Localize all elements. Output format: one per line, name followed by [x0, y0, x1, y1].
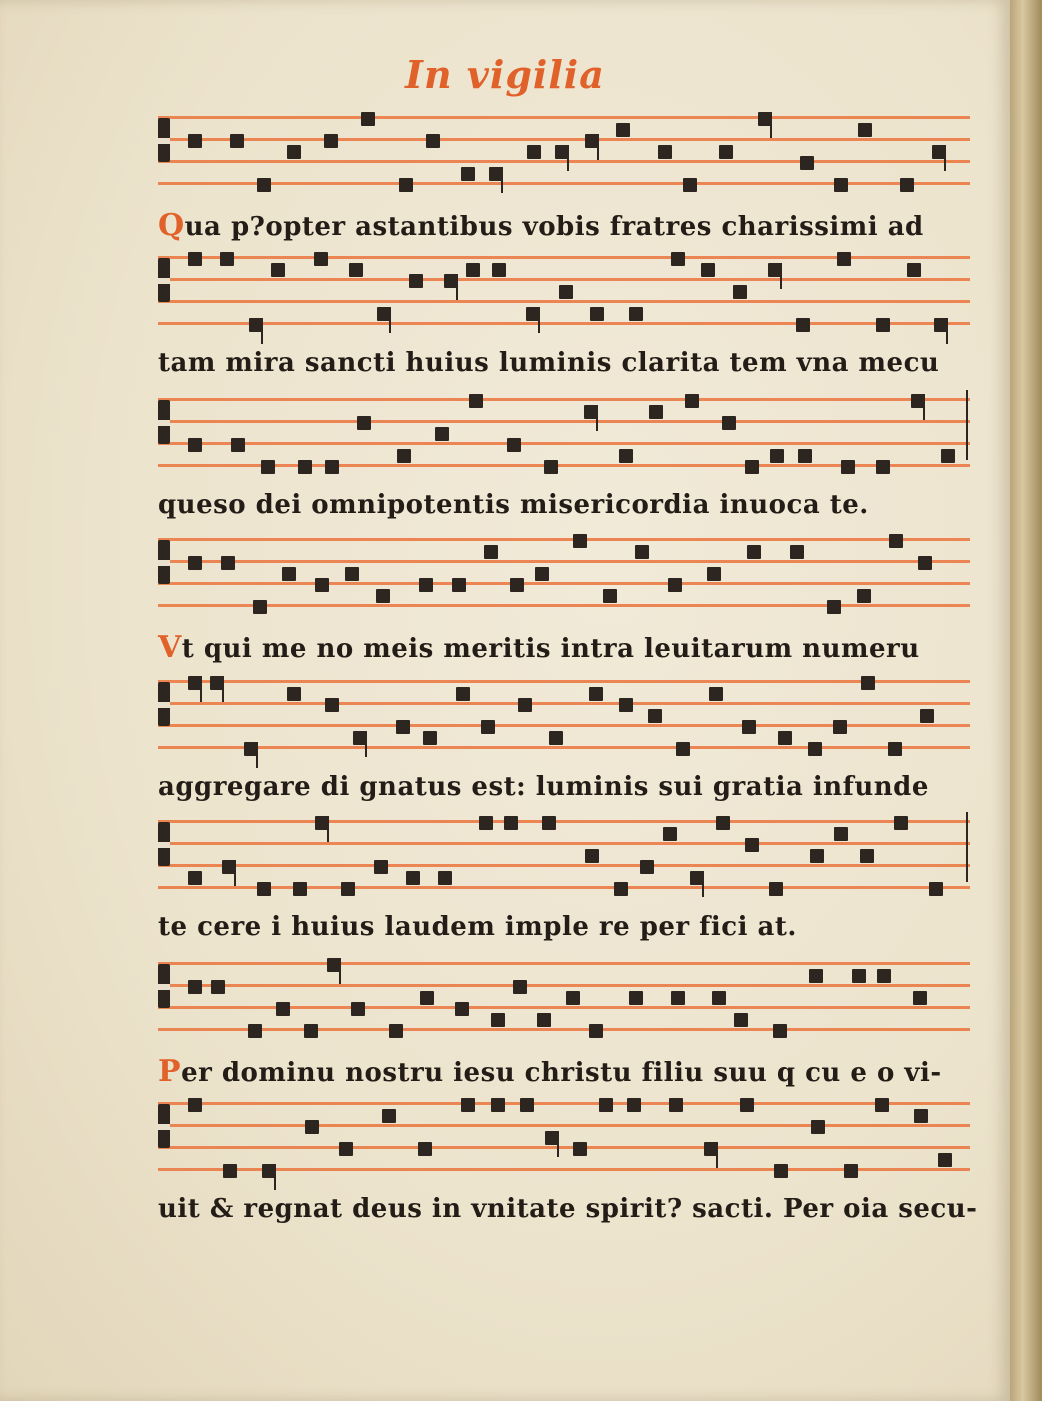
staff-line: [158, 560, 970, 563]
neume-note: [648, 709, 662, 723]
note-stem: [770, 112, 772, 138]
neume-note: [875, 1098, 889, 1112]
red-initial: V: [158, 630, 182, 665]
lyric-text: t qui me no meis meritis intra leuitarum numeru: [181, 634, 920, 664]
neume-note: [676, 742, 690, 756]
neume-note: [747, 545, 761, 559]
neume-note: [798, 449, 812, 463]
neume-note: [211, 980, 225, 994]
staff-line: [158, 886, 970, 889]
lyric-text: uit & regnat deus in vnitate spirit? sacti. Per oia secu-: [158, 1194, 978, 1224]
neume-note: [188, 438, 202, 452]
neume-note: [640, 860, 654, 874]
neume-note: [742, 720, 756, 734]
staff: [158, 248, 970, 340]
neume-note: [707, 567, 721, 581]
neume-note: [287, 145, 301, 159]
red-initial: P: [158, 1054, 182, 1089]
neume-note: [324, 134, 338, 148]
staff-line: [158, 724, 970, 727]
lyric-line: [158, 490, 978, 530]
neume-note: [857, 589, 871, 603]
neume-note: [701, 263, 715, 277]
clef-mark: [158, 118, 170, 162]
note-stem: [538, 307, 540, 333]
neume-note: [220, 252, 234, 266]
neume-note: [481, 720, 495, 734]
neume-note: [585, 849, 599, 863]
neume-note: [876, 318, 890, 332]
note-stem: [557, 1131, 559, 1157]
note-stem: [567, 145, 569, 171]
neume-note: [287, 687, 301, 701]
neume-note: [844, 1164, 858, 1178]
note-stem: [274, 1164, 276, 1190]
staff-line: [158, 160, 970, 163]
neume-note: [877, 969, 891, 983]
neume-note: [833, 720, 847, 734]
neume-note: [827, 600, 841, 614]
neume-note: [537, 1013, 551, 1027]
note-stem: [389, 307, 391, 333]
staff: [158, 672, 970, 764]
neume-note: [418, 1142, 432, 1156]
neume-note: [773, 1024, 787, 1038]
neume-note: [423, 731, 437, 745]
staff-line: [158, 182, 970, 185]
neume-note: [520, 1098, 534, 1112]
neume-note: [507, 438, 521, 452]
neume-note: [397, 449, 411, 463]
neume-note: [619, 698, 633, 712]
neume-note: [484, 545, 498, 559]
lyric-line: [158, 208, 978, 248]
staff-line: [158, 300, 970, 303]
neume-note: [861, 676, 875, 690]
neume-note: [810, 849, 824, 863]
neume-note: [913, 991, 927, 1005]
neume-note: [837, 252, 851, 266]
neume-note: [435, 427, 449, 441]
clef-mark: [158, 400, 170, 444]
staff-line: [158, 984, 970, 987]
neume-note: [257, 178, 271, 192]
neume-note: [635, 545, 649, 559]
book-spine: [1010, 0, 1042, 1401]
lyric-text: ua p?opter astantibus vobis fratres charissimi ad: [184, 212, 924, 242]
neume-note: [811, 1120, 825, 1134]
neume-note: [492, 263, 506, 277]
note-stem: [702, 871, 704, 897]
staff-line: [158, 322, 970, 325]
neume-note: [491, 1013, 505, 1027]
neume-note: [668, 578, 682, 592]
neume-note: [685, 394, 699, 408]
neume-note: [527, 145, 541, 159]
neume-note: [438, 871, 452, 885]
note-stem: [946, 318, 948, 344]
neume-note: [518, 698, 532, 712]
neume-note: [455, 1002, 469, 1016]
neume-note: [629, 991, 643, 1005]
neume-note: [614, 882, 628, 896]
neume-note: [740, 1098, 754, 1112]
neume-note: [293, 882, 307, 896]
note-stem: [256, 742, 258, 768]
neume-note: [589, 687, 603, 701]
neume-note: [800, 156, 814, 170]
clef-mark: [158, 682, 170, 726]
neume-note: [834, 178, 848, 192]
neume-note: [253, 600, 267, 614]
staff: [158, 954, 970, 1046]
staff-line: [158, 442, 970, 445]
lyric-text: te cere i huius laudem imple re per fici at.: [158, 912, 797, 942]
staff-line: [158, 538, 970, 541]
neume-note: [257, 882, 271, 896]
bar-line: [966, 390, 968, 460]
neume-note: [841, 460, 855, 474]
neume-note: [223, 1164, 237, 1178]
neume-note: [406, 871, 420, 885]
neume-note: [304, 1024, 318, 1038]
note-stem: [365, 731, 367, 757]
clef-mark: [158, 540, 170, 584]
staff-line: [158, 842, 970, 845]
neume-note: [409, 274, 423, 288]
neume-note: [345, 567, 359, 581]
neume-note: [716, 816, 730, 830]
neume-note: [231, 438, 245, 452]
note-stem: [501, 167, 503, 193]
neume-note: [325, 698, 339, 712]
neume-note: [907, 263, 921, 277]
neume-note: [271, 263, 285, 277]
neume-note: [796, 318, 810, 332]
neume-note: [918, 556, 932, 570]
staff-line: [158, 420, 970, 423]
neume-note: [889, 534, 903, 548]
staff: [158, 108, 970, 200]
note-stem: [944, 145, 946, 171]
lyric-text: tam mira sancti huius luminis clarita tem vna mecu: [158, 348, 940, 378]
neume-note: [734, 1013, 748, 1027]
neume-note: [221, 556, 235, 570]
neume-note: [900, 178, 914, 192]
lyric-text: queso dei omnipotentis misericordia inuoca te.: [158, 490, 869, 520]
red-initial: Q: [158, 208, 185, 243]
page-heading: In vigilia: [405, 52, 605, 97]
neume-note: [341, 882, 355, 896]
neume-note: [276, 1002, 290, 1016]
neume-note: [938, 1153, 952, 1167]
neume-note: [745, 838, 759, 852]
lyric-text: er dominu nostru iesu christu filiu suu q cu e o vi-: [181, 1058, 942, 1088]
neume-note: [852, 969, 866, 983]
neume-note: [719, 145, 733, 159]
neume-note: [709, 687, 723, 701]
neume-note: [188, 1098, 202, 1112]
note-stem: [200, 676, 202, 702]
neume-note: [722, 416, 736, 430]
neume-note: [745, 460, 759, 474]
neume-note: [461, 1098, 475, 1112]
neume-note: [466, 263, 480, 277]
note-stem: [923, 394, 925, 420]
neume-note: [549, 731, 563, 745]
neume-note: [858, 123, 872, 137]
neume-note: [769, 882, 783, 896]
neume-note: [389, 1024, 403, 1038]
neume-note: [616, 123, 630, 137]
neume-note: [248, 1024, 262, 1038]
neume-note: [778, 731, 792, 745]
neume-note: [419, 578, 433, 592]
staff-line: [158, 278, 970, 281]
neume-note: [663, 827, 677, 841]
neume-note: [544, 460, 558, 474]
staff: [158, 812, 970, 904]
neume-note: [339, 1142, 353, 1156]
clef-mark: [158, 258, 170, 302]
note-stem: [234, 860, 236, 886]
note-stem: [261, 318, 263, 344]
staff: [158, 530, 970, 622]
clef-mark: [158, 1104, 170, 1148]
neume-note: [188, 556, 202, 570]
neume-note: [510, 578, 524, 592]
neume-note: [325, 460, 339, 474]
staff-line: [158, 746, 970, 749]
neume-note: [888, 742, 902, 756]
neume-note: [809, 969, 823, 983]
neume-note: [929, 882, 943, 896]
clef-mark: [158, 822, 170, 866]
neume-note: [566, 991, 580, 1005]
staff: [158, 390, 970, 482]
neume-note: [683, 178, 697, 192]
neume-note: [188, 980, 202, 994]
note-stem: [597, 134, 599, 160]
lyric-line: [158, 630, 978, 670]
neume-note: [876, 460, 890, 474]
neume-note: [479, 816, 493, 830]
staff-line: [158, 398, 970, 401]
neume-note: [894, 816, 908, 830]
note-stem: [596, 405, 598, 431]
neume-note: [860, 849, 874, 863]
staff-line: [158, 962, 970, 965]
neume-note: [603, 589, 617, 603]
neume-note: [351, 1002, 365, 1016]
neume-note: [790, 545, 804, 559]
neume-note: [941, 449, 955, 463]
neume-note: [535, 567, 549, 581]
neume-note: [188, 871, 202, 885]
note-stem: [327, 816, 329, 842]
neume-note: [452, 578, 466, 592]
staff-line: [158, 1146, 970, 1149]
neume-note: [573, 1142, 587, 1156]
lyric-line: [158, 1194, 978, 1234]
lyric-line: [158, 772, 978, 812]
neume-note: [513, 980, 527, 994]
neume-note: [361, 112, 375, 126]
staff-line: [158, 604, 970, 607]
staff-line: [158, 702, 970, 705]
lyric-text: aggregare di gnatus est: luminis sui gratia infunde: [158, 772, 929, 802]
neume-note: [188, 252, 202, 266]
neume-note: [658, 145, 672, 159]
neume-note: [770, 449, 784, 463]
neume-note: [261, 460, 275, 474]
staff-line: [158, 1124, 970, 1127]
neume-note: [420, 991, 434, 1005]
note-stem: [456, 274, 458, 300]
neume-note: [559, 285, 573, 299]
neume-note: [461, 167, 475, 181]
neume-note: [456, 687, 470, 701]
neume-note: [426, 134, 440, 148]
neume-note: [671, 252, 685, 266]
neume-note: [599, 1098, 613, 1112]
staff-line: [158, 138, 970, 141]
staff-line: [158, 582, 970, 585]
neume-note: [230, 134, 244, 148]
neume-note: [629, 307, 643, 321]
neume-note: [834, 827, 848, 841]
staff-line: [158, 680, 970, 683]
neume-note: [774, 1164, 788, 1178]
neume-note: [469, 394, 483, 408]
neume-note: [376, 589, 390, 603]
neume-note: [314, 252, 328, 266]
staff: [158, 1094, 970, 1186]
lyric-line: [158, 1054, 978, 1094]
neume-note: [669, 1098, 683, 1112]
neume-note: [649, 405, 663, 419]
staff-line: [158, 864, 970, 867]
neume-note: [914, 1109, 928, 1123]
neume-note: [374, 860, 388, 874]
neume-note: [357, 416, 371, 430]
neume-note: [920, 709, 934, 723]
neume-note: [282, 567, 296, 581]
neume-note: [491, 1098, 505, 1112]
neume-note: [504, 816, 518, 830]
neume-note: [589, 1024, 603, 1038]
neume-note: [315, 578, 329, 592]
staff-line: [158, 1102, 970, 1105]
clef-mark: [158, 964, 170, 1008]
neume-note: [382, 1109, 396, 1123]
bar-line: [966, 812, 968, 882]
neume-note: [808, 742, 822, 756]
note-stem: [716, 1142, 718, 1168]
neume-note: [712, 991, 726, 1005]
staff-line: [158, 116, 970, 119]
neume-note: [396, 720, 410, 734]
neume-note: [590, 307, 604, 321]
staff-line: [158, 820, 970, 823]
neume-note: [349, 263, 363, 277]
staff-line: [158, 1028, 970, 1031]
note-stem: [339, 958, 341, 984]
neume-note: [188, 134, 202, 148]
neume-note: [671, 991, 685, 1005]
neume-note: [733, 285, 747, 299]
neume-note: [399, 178, 413, 192]
neume-note: [619, 449, 633, 463]
note-stem: [780, 263, 782, 289]
note-stem: [222, 676, 224, 702]
neume-note: [542, 816, 556, 830]
neume-note: [573, 534, 587, 548]
neume-note: [298, 460, 312, 474]
neume-note: [305, 1120, 319, 1134]
neume-note: [627, 1098, 641, 1112]
lyric-line: [158, 912, 978, 952]
lyric-line: [158, 348, 978, 388]
